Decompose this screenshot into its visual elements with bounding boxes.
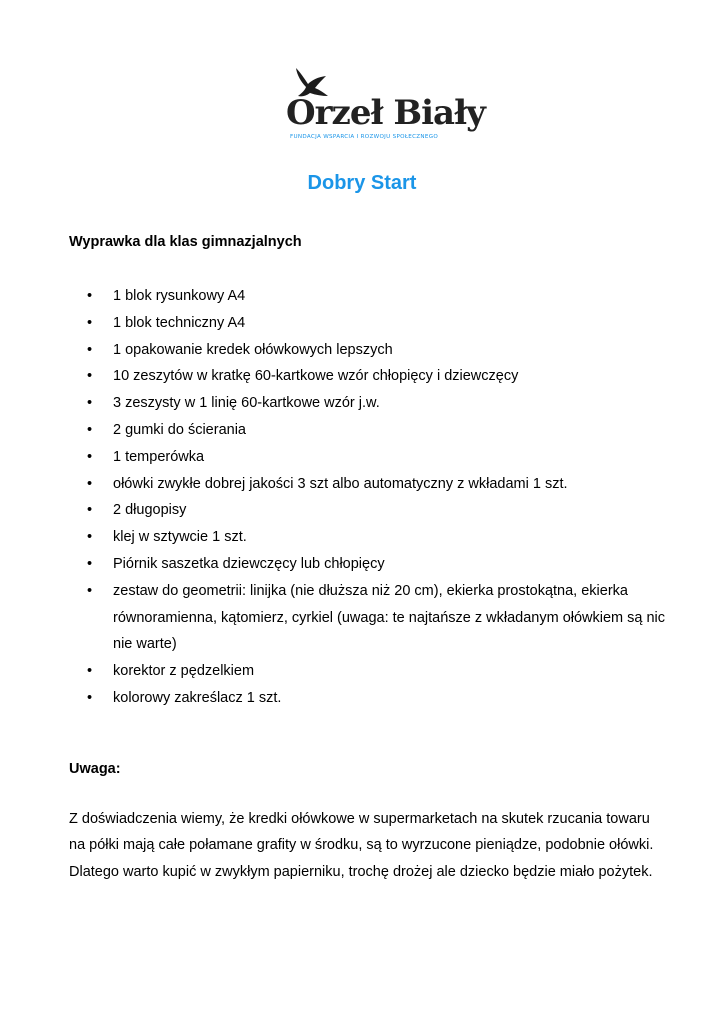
list-item [69,390,669,417]
bullet: • [87,475,93,492]
list-item-text: Piórnik saszetka dziewczęcy lub chłopięcy [113,555,385,572]
list-item [69,497,669,524]
list-item-text: klej w sztywcie 1 szt. [113,529,247,546]
list-item-text: 2 długopisy [113,502,187,519]
bullet: • [87,502,93,519]
list-item [69,578,669,658]
bullet: • [87,448,93,465]
bullet: • [87,288,93,304]
list-item [69,444,669,471]
list-item [69,417,669,444]
note-heading: Uwaga: [69,761,121,777]
list-item-text: kolorowy zakreślacz 1 szt. [113,689,282,706]
supply-list [69,283,669,712]
note-paragraph: Z doświadczenia wiemy, że kredki ołówkowe w supermarketach na skutek rzucania towaru na półki mają całe połamane grafity w środku, są to wyrzucone pieniądze, podobnie ołówki. Dlatego warto kupić w zwykłym papierniku, trochę drożej ale dziecko będzie miało pożytek. [69,811,654,880]
list-item-text: 1 blok rysunkowy A4 [113,288,246,304]
list-item [69,551,669,578]
list-item-text: korektor z pędzelkiem [113,663,255,680]
bullet: • [87,368,93,385]
bullet: • [87,582,93,599]
list-item-text: ołówki zwykłe dobrej jakości 3 szt albo automatyczny z wkładami 1 szt. [113,475,568,492]
page-title: Dobry Start [307,172,417,194]
list-item [69,685,669,712]
eagle-logo-icon [282,66,485,146]
bullet: • [87,395,93,412]
list-item [69,310,669,337]
bullet: • [87,663,93,680]
bullet: • [87,555,93,572]
list-item-text: 10 zeszytów w kratkę 60-kartkowe wzór chłopięcy i dziewczęcy [113,368,519,385]
bullet: • [87,421,93,438]
list-item [69,283,669,310]
bullet: • [87,689,93,706]
bullet: • [87,529,93,546]
svg-text:FUNDACJA WSPARCIA I ROZWOJU SP: FUNDACJA WSPARCIA I ROZWOJU SPOŁECZNEGO [290,134,439,140]
list-item-text: 1 opakowanie kredek ołówkowych lepszych [113,341,393,358]
list-item [69,363,669,390]
svg-text:Orzeł Biały: Orzeł Biały [286,93,485,133]
list-item [69,471,669,498]
list-item [69,658,669,685]
list-item-text: 2 gumki do ścierania [113,421,246,438]
list-item-text: 1 blok techniczny A4 [113,314,246,331]
list-item [69,337,669,364]
section-subtitle: Wyprawka dla klas gimnazjalnych [69,234,302,250]
list-item-text: 3 zeszysty w 1 linię 60-kartkowe wzór j.w. [113,395,380,412]
list-item [69,524,669,551]
list-item-text: zestaw do geometrii: linijka (nie dłuższa niż 20 cm), ekierka prostokątna, ekierka równoramienna, kątomierz, cyrkiel (uwaga: te najtańsze z wkładanym ołówkiem są nic nie warte) [113,582,666,653]
logo [282,66,485,146]
list-item-text: 1 temperówka [113,448,205,465]
bullet: • [87,314,93,331]
bullet: • [87,341,93,358]
